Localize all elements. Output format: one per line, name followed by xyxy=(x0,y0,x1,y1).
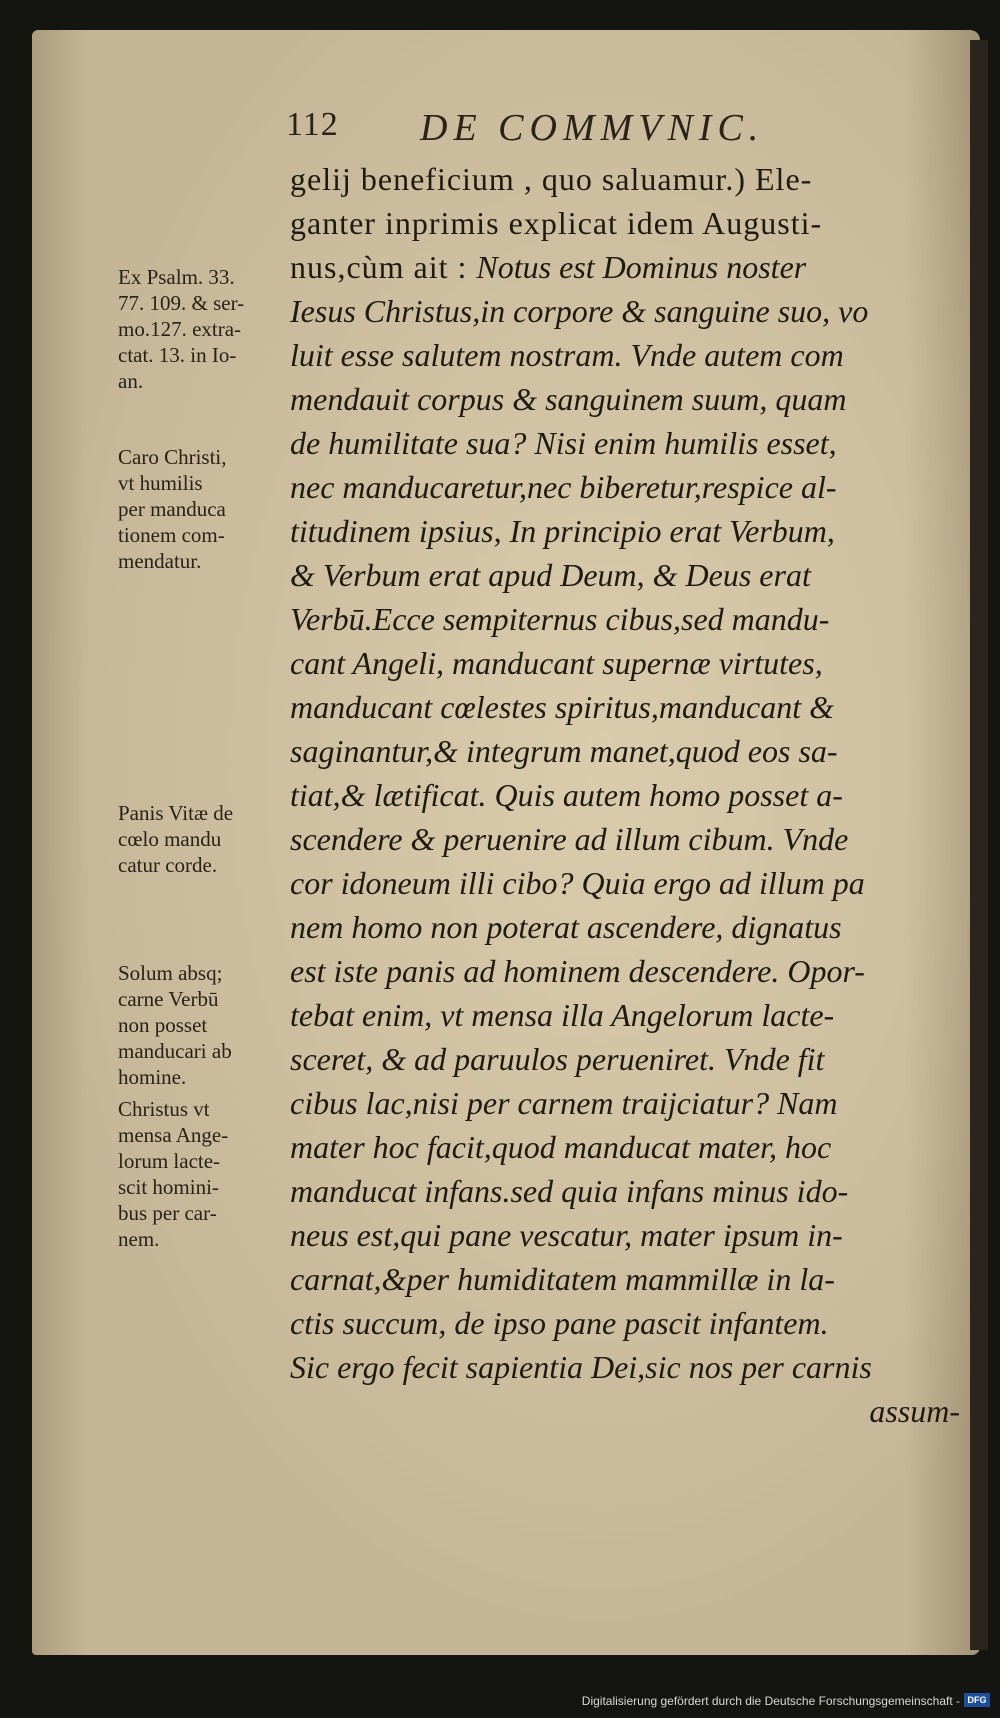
margin-note-line: per manduca xyxy=(118,497,226,521)
margin-note-line: ctat. 13. in Io- xyxy=(118,343,237,367)
text-line: sceret, & ad paruulos perueniret. Vnde fit xyxy=(290,1041,825,1077)
margin-note-line: Solum absq; xyxy=(118,961,223,985)
text-line: cibus lac,nisi per carnem traijciatur? Nam xyxy=(290,1085,838,1121)
text-line: carnat,&per humiditatem mammillæ in la- xyxy=(290,1261,835,1297)
margin-note-line: scit homini- xyxy=(118,1175,219,1199)
margin-note-citation xyxy=(118,264,290,394)
text-line: est iste panis ad hominem descendere. Opor- xyxy=(290,953,865,989)
margin-note-line: Panis Vitæ de xyxy=(118,801,234,825)
text-line: scendere & peruenire ad illum cibum. Vnde xyxy=(290,821,849,857)
page-edge-shadow xyxy=(970,40,988,1650)
margin-note-line: mo.127. extra- xyxy=(118,317,242,341)
margin-note-line: catur corde. xyxy=(118,853,218,877)
text-line: nec manducaretur,nec biberetur,respice al- xyxy=(290,469,837,505)
text-line: titudinem ipsius, In principio erat Verbum, xyxy=(290,513,835,549)
text-line: manducant cœlestes spiritus,manducant & xyxy=(290,689,834,725)
text-line: de humilitate sua? Nisi enim humilis esset, xyxy=(290,425,837,461)
dfg-logo-icon: DFG xyxy=(964,1693,990,1707)
margin-note-line: an. xyxy=(118,369,144,393)
text-line: cant Angeli, manducant supernæ virtutes, xyxy=(290,645,823,681)
text-line: saginantur,& integrum manet,quod eos sa- xyxy=(290,733,838,769)
digitization-footer xyxy=(0,1688,1000,1718)
text-line: ctis succum, de ipso pane pascit infantem. xyxy=(290,1305,829,1341)
margin-note-panis xyxy=(118,800,290,878)
margin-note-caro xyxy=(118,444,290,574)
text-line: tiat,& lætificat. Quis autem homo posset a- xyxy=(290,777,843,813)
text-line: gelij beneficium , quo saluamur.) Ele- xyxy=(290,161,813,197)
margin-note-line: tionem com- xyxy=(118,523,225,547)
margin-note-line: nem. xyxy=(118,1227,160,1251)
text-line: mendauit corpus & sanguinem suum, quam xyxy=(290,381,847,417)
margin-note-line: vt humilis xyxy=(118,471,203,495)
margin-note-line: non posset xyxy=(118,1013,208,1037)
text-line: nem homo non poterat ascendere, dignatus xyxy=(290,909,842,945)
text-line: cor idoneum illi cibo? Quia ergo ad illum pa xyxy=(290,865,865,901)
margin-note-line: Ex Psalm. 33. xyxy=(118,265,235,289)
margin-note-line: lorum lacte- xyxy=(118,1149,221,1173)
margin-note-line: homine. xyxy=(118,1065,187,1089)
margin-note-line: 77. 109. & ser- xyxy=(118,291,245,315)
text-line xyxy=(290,242,940,292)
funding-credit: Digitalisierung gefördert durch die Deutsche Forschungsgemeinschaft - xyxy=(581,1694,960,1708)
margin-note-line: mendatur. xyxy=(118,549,202,573)
text-line: Iesus Christus,in corpore & sanguine suo, vo xyxy=(290,293,869,329)
margin-note-line: Caro Christi, xyxy=(118,445,227,469)
running-head: DE COMMVNIC. xyxy=(420,107,765,149)
page-header xyxy=(286,100,846,156)
margin-note-line: carne Verbū xyxy=(118,987,219,1011)
margin-note-line: bus per car- xyxy=(118,1201,217,1225)
catchword: assum- xyxy=(869,1393,960,1429)
text-line: Verbū.Ecce sempiternus cibus,sed mandu- xyxy=(290,601,830,637)
text-line: Sic ergo fecit sapientia Dei,sic nos per carnis xyxy=(290,1349,872,1385)
text-line: tebat enim, vt mensa illa Angelorum lacte- xyxy=(290,997,835,1033)
margin-note-line: manducari ab xyxy=(118,1039,232,1063)
margin-note-line: cœlo mandu xyxy=(118,827,222,851)
text-line: neus est,qui pane vescatur, mater ipsum in- xyxy=(290,1217,843,1253)
text-line: manducat infans.sed quia infans minus ido- xyxy=(290,1173,849,1209)
text-line: & Verbum erat apud Deum, & Deus erat xyxy=(290,557,811,593)
text-line: luit esse salutem nostram. Vnde autem com xyxy=(290,337,844,373)
margin-note-line: mensa Ange- xyxy=(118,1123,229,1147)
text-span-italic: Notus est Dominus noster xyxy=(476,249,807,285)
margin-note-christus xyxy=(118,1096,290,1252)
page-number: 112 xyxy=(286,106,339,143)
text-span-roman: nus,cùm ait : xyxy=(290,249,477,285)
text-line: ganter inprimis explicat idem Augusti- xyxy=(290,205,823,241)
margin-note-line: Christus vt xyxy=(118,1097,210,1121)
margin-note-solum xyxy=(118,960,290,1090)
text-line: mater hoc facit,quod manducat mater, hoc xyxy=(290,1129,832,1165)
